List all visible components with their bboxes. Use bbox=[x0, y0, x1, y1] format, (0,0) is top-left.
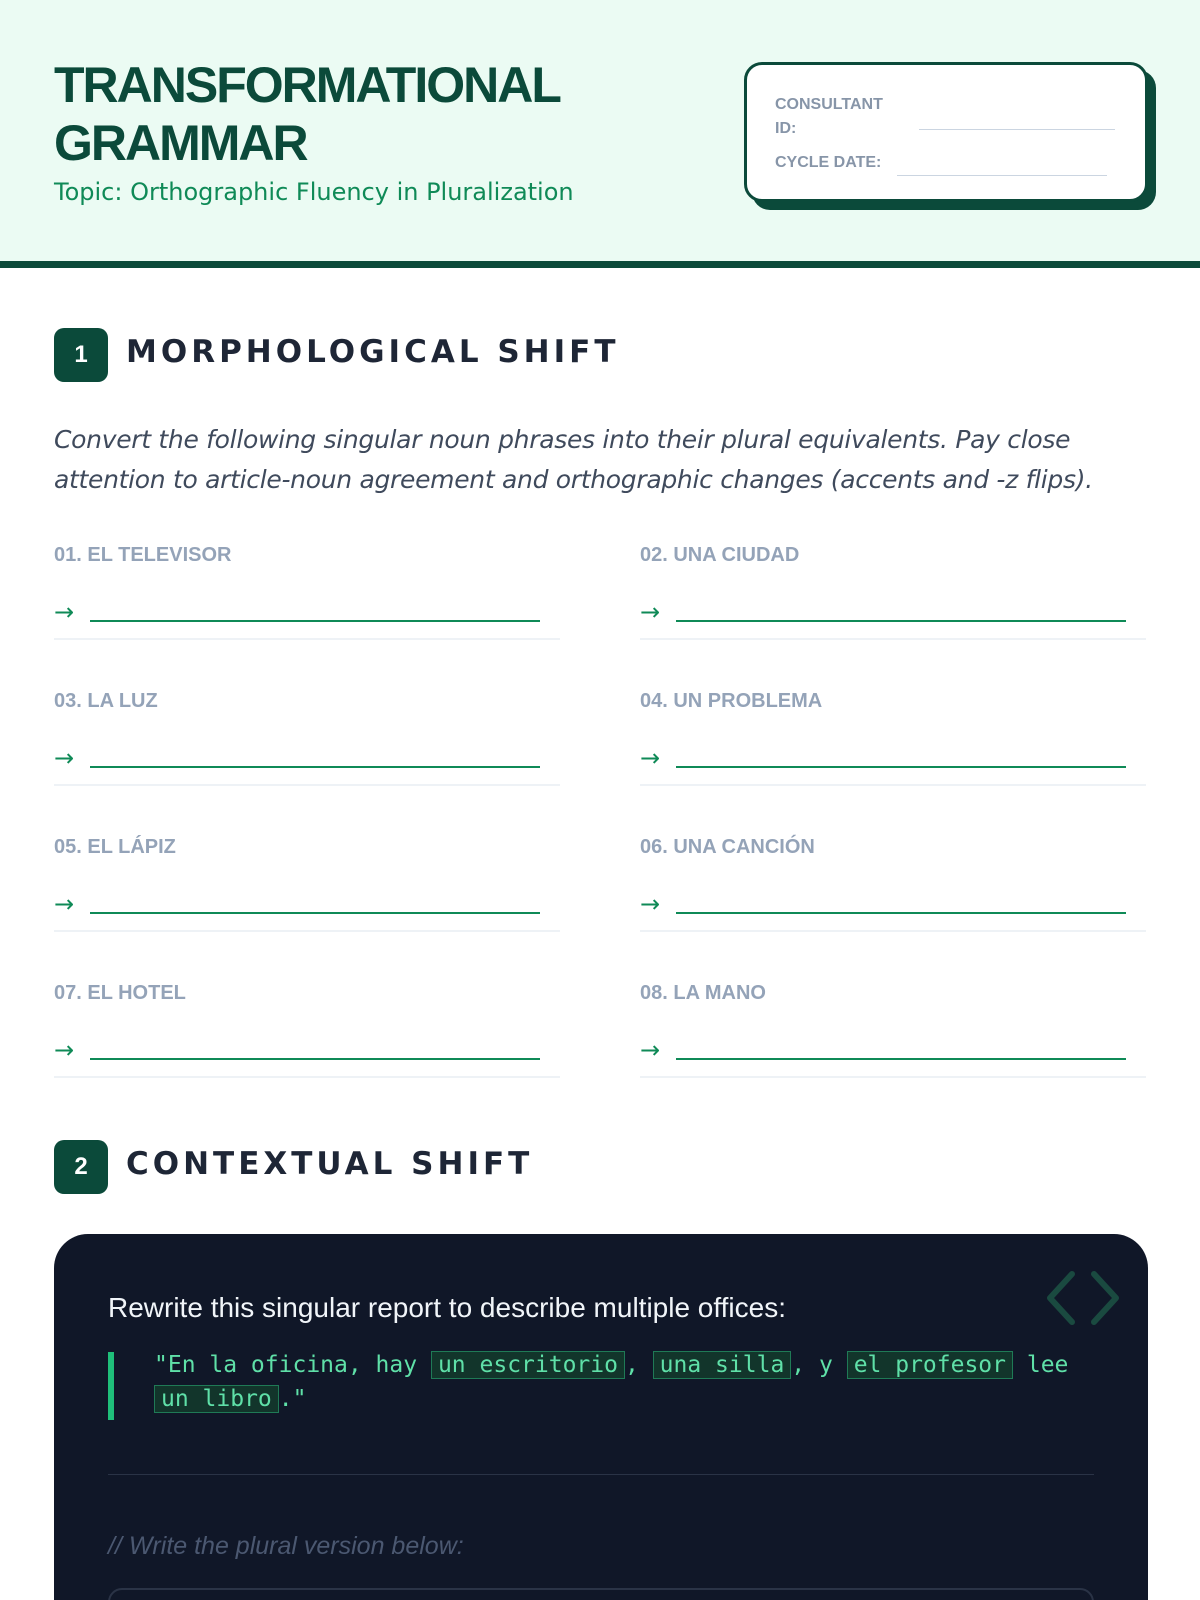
item-prompt: 05. EL LÁPIZ bbox=[54, 836, 176, 858]
highlight-phrase: una silla bbox=[653, 1351, 792, 1379]
exercise-item bbox=[640, 686, 1146, 786]
answer-line[interactable] bbox=[90, 766, 540, 768]
answer-line[interactable] bbox=[90, 620, 540, 622]
plural-answer-field[interactable] bbox=[108, 1588, 1094, 1600]
contextual-shift-panel bbox=[54, 1234, 1148, 1600]
quote-accent-bar bbox=[108, 1352, 114, 1420]
consultant-id-field[interactable] bbox=[919, 129, 1115, 130]
code-brackets-icon bbox=[1042, 1268, 1124, 1328]
section-2-badge: 2 bbox=[54, 1140, 108, 1194]
worksheet-header bbox=[0, 0, 1200, 268]
answer-line[interactable] bbox=[90, 912, 540, 914]
exercise-item bbox=[640, 832, 1146, 932]
highlight-phrase: un escritorio bbox=[431, 1351, 625, 1379]
highlight-phrase: un libro bbox=[154, 1385, 279, 1413]
exercise-item bbox=[54, 686, 560, 786]
exercise-item bbox=[54, 978, 560, 1078]
exercise-item bbox=[640, 978, 1146, 1078]
page-title bbox=[54, 56, 694, 172]
title-line-1: TRANSFORMATIONAL bbox=[54, 57, 560, 113]
arrow-right-icon: → bbox=[640, 1036, 661, 1064]
consultant-id-label: CONSULTANT ID: bbox=[775, 96, 883, 137]
cycle-date-label: CYCLE DATE: bbox=[775, 154, 882, 171]
arrow-right-icon: → bbox=[54, 598, 75, 626]
panel-hint: // Write the plural version below: bbox=[108, 1532, 464, 1560]
arrow-right-icon: → bbox=[640, 598, 661, 626]
item-prompt: 03. LA LUZ bbox=[54, 690, 158, 712]
cycle-date-field[interactable] bbox=[897, 175, 1107, 176]
consultant-id-card bbox=[744, 62, 1148, 202]
arrow-right-icon: → bbox=[640, 744, 661, 772]
item-prompt: 06. UNA CANCIÓN bbox=[640, 836, 815, 858]
arrow-right-icon: → bbox=[54, 890, 75, 918]
section-1-instructions: Convert the following singular noun phrases into their plural equivalents. Pay close attention to article-noun agreement and orthographic changes (accents and -z flips). bbox=[54, 425, 1093, 494]
item-prompt: 01. EL TELEVISOR bbox=[54, 544, 232, 566]
item-prompt: 08. LA MANO bbox=[640, 982, 766, 1004]
page-subtitle: Topic: Orthographic Fluency in Pluralization bbox=[54, 178, 574, 206]
section-1-badge: 1 bbox=[54, 328, 108, 382]
item-prompt: 02. UNA CIUDAD bbox=[640, 544, 800, 566]
answer-line[interactable] bbox=[676, 620, 1126, 622]
singular-report-quote: "En la oficina, hay un escritorio , una silla , y el profesor lee un libro ." bbox=[154, 1352, 1083, 1412]
exercise-item bbox=[54, 832, 560, 932]
answer-line[interactable] bbox=[90, 1058, 540, 1060]
section-2-title: CONTEXTUAL SHIFT bbox=[126, 1146, 534, 1182]
arrow-right-icon: → bbox=[54, 744, 75, 772]
exercise-item bbox=[54, 540, 560, 640]
arrow-right-icon: → bbox=[54, 1036, 75, 1064]
item-prompt: 04. UN PROBLEMA bbox=[640, 690, 823, 712]
exercise-item bbox=[640, 540, 1146, 640]
arrow-right-icon: → bbox=[640, 890, 661, 918]
item-prompt: 07. EL HOTEL bbox=[54, 982, 186, 1004]
title-line-2: GRAMMAR bbox=[54, 115, 307, 171]
section-1-title: MORPHOLOGICAL SHIFT bbox=[126, 334, 620, 370]
highlight-phrase: el profesor bbox=[847, 1351, 1013, 1379]
answer-line[interactable] bbox=[676, 1058, 1126, 1060]
panel-prompt: Rewrite this singular report to describe multiple offices: bbox=[108, 1292, 787, 1323]
answer-line[interactable] bbox=[676, 766, 1126, 768]
panel-divider bbox=[108, 1474, 1094, 1475]
answer-line[interactable] bbox=[676, 912, 1126, 914]
